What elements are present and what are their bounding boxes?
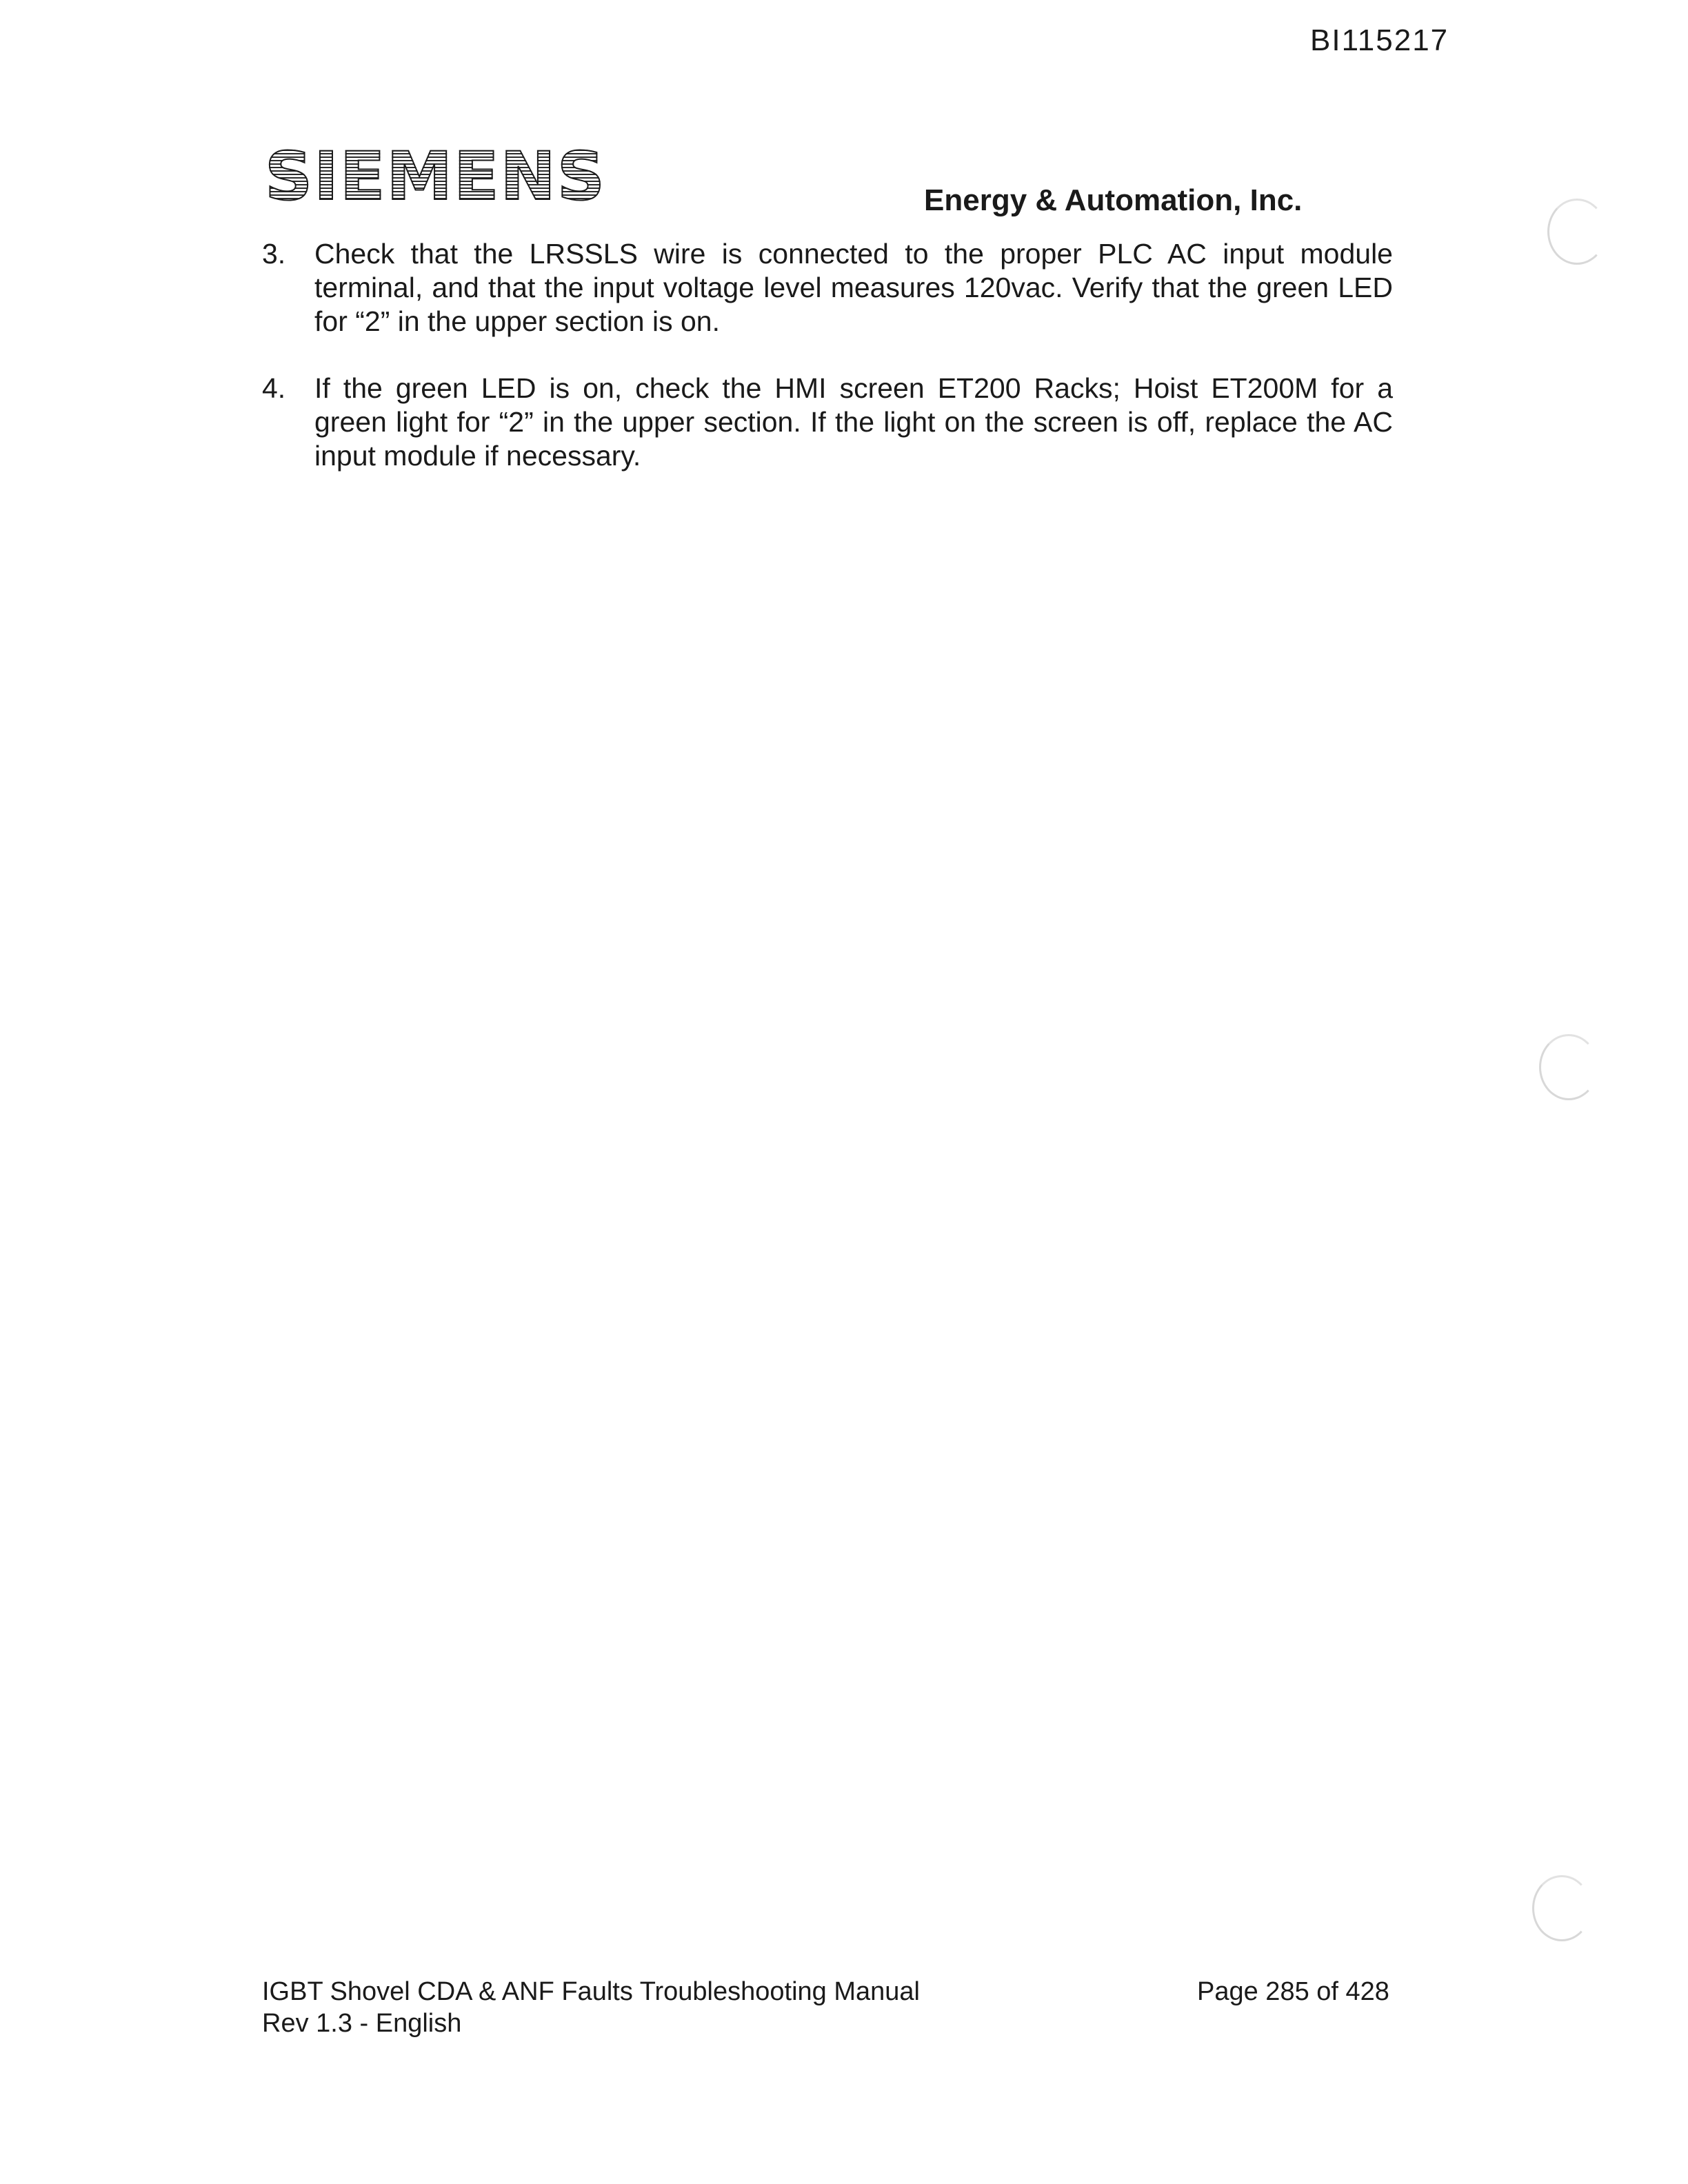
- document-id: BI115217: [1310, 23, 1449, 57]
- manual-title: IGBT Shovel CDA & ANF Faults Troubleshooting Manual: [262, 1977, 920, 2006]
- step-4: [262, 372, 1393, 473]
- company-name: Energy & Automation, Inc.: [924, 183, 1303, 217]
- page-number: Page 285 of 428: [1197, 1977, 1389, 2006]
- siemens-logo: SIEMENS: [265, 138, 607, 215]
- step-number: 4.: [262, 372, 286, 404]
- revision: Rev 1.3 - English: [262, 2009, 462, 2038]
- binder-hole-mark: [1547, 199, 1607, 265]
- footer-left: [262, 1976, 920, 2039]
- procedure-steps: [262, 237, 1393, 506]
- binder-hole-mark: [1539, 1034, 1598, 1100]
- step-number: 3.: [262, 238, 286, 270]
- step-text: Check that the LRSSLS wire is connected to the proper PLC AC input module terminal, and that the input voltage level measures 120vac. Verify that the green LED for “2” in the upper section is on.: [314, 238, 1393, 337]
- step-3: [262, 237, 1393, 338]
- step-text: If the green LED is on, check the HMI screen ET200 Racks; Hoist ET200M for a green light for “2” in the upper section. If the light on the screen is off, replace the AC input module if necessary.: [314, 372, 1393, 472]
- binder-hole-mark: [1532, 1875, 1591, 1941]
